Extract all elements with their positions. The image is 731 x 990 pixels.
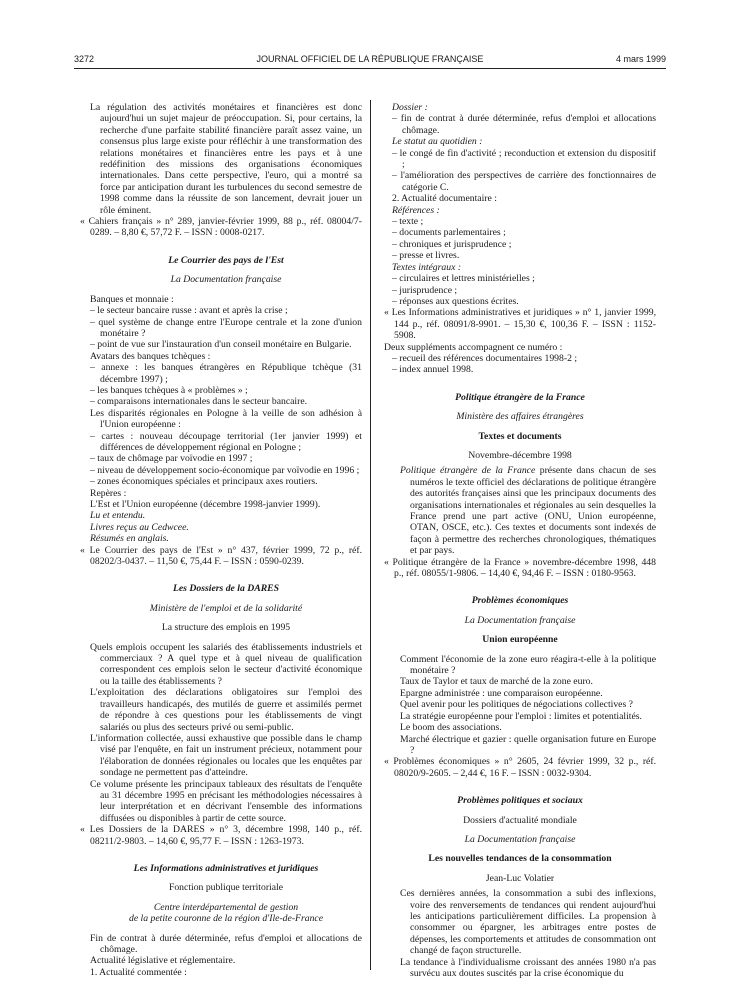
- list-item: Comment l'économie de la zone euro réagira-t-elle à la politique monétaire ?: [400, 653, 656, 677]
- list-item: – texte ;: [392, 216, 424, 228]
- subsection-title: Union européenne: [482, 634, 558, 646]
- list-item: Avatars des banques tchèques :: [90, 350, 211, 362]
- list-item: La stratégie européenne pour l'emploi : limites et potentialités.: [400, 710, 642, 722]
- statut-label: Le statut au quotidien :: [392, 136, 483, 148]
- list-item: – recueil des références documentaires 1998-2 ;: [392, 352, 578, 364]
- list-item: Actualité législative et réglementaire.: [90, 955, 236, 967]
- list-item: Repères :: [90, 487, 127, 499]
- page-header: [74, 54, 666, 68]
- list-item: – l'amélioration des perspectives de carrière des fonctionnaires de catégorie C.: [392, 170, 656, 193]
- article-title: Les nouvelles tendances de la consommation: [428, 853, 612, 865]
- section-title-problemes-politiques: Problèmes politiques et sociaux: [457, 795, 583, 807]
- list-item: – circulaires et lettres ministérielles ;: [392, 273, 535, 285]
- list-item: – presse et livres.: [392, 250, 460, 262]
- publisher-label: Ministère de l'emploi et de la solidarité: [149, 602, 303, 614]
- organisation-line: Centre interdépartemental de gestion: [153, 901, 299, 913]
- subsection-title: Dossiers d'actualité mondiale: [463, 814, 577, 826]
- body-paragraph: Ce volume présente les principaux tableaux des résultats de l'enquête au 31 décembre 1995 en précisant les méthodologies nécessaires à leur interprétation et en décrivant l'ensemble des informations diffusées ou disponibles à partir de cette source.: [90, 778, 362, 824]
- list-item: – point de vue sur l'instauration d'un conseil monétaire en Bulgarie.: [90, 339, 352, 351]
- column-divider: [370, 100, 371, 970]
- list-item: – niveau de développement socio-économique par voïvodie en 1996 ;: [90, 464, 360, 476]
- list-item: – quel système de change entre l'Europe centrale et la zone d'union monétaire ?: [90, 316, 362, 339]
- list-item: – le secteur bancaire russe : avant et après la crise ;: [90, 305, 288, 317]
- list-item: – jurisprudence ;: [392, 284, 458, 296]
- section-title-problemes-economiques: Problèmes économiques: [471, 595, 569, 607]
- dossier-label: Dossier :: [392, 102, 428, 113]
- list-item: – taux de chômage par voïvodie en 1997 ;: [90, 453, 253, 465]
- author-name: Jean-Luc Volatier: [485, 872, 555, 884]
- publisher-label: La Documentation française: [464, 833, 576, 845]
- right-column: [384, 102, 656, 979]
- textes-integraux-label: Textes intégraux :: [392, 261, 462, 273]
- list-item: 1. Actualité commentée :: [90, 966, 187, 978]
- list-item: Les disparités régionales en Pologne à la veille de son adhésion à l'Union européenne :: [90, 407, 362, 431]
- list-item: – index annuel 1998.: [392, 364, 474, 376]
- header-rule: [74, 68, 666, 69]
- subsection-title: La structure des emplois en 1995: [161, 622, 291, 634]
- body-paragraph: Quels emplois occupent les salariés des établissements industriels et commerciaux ? A quel type et à quel niveau de qualification correspondent ces emplois selon le secteur d'activité économique ou la taille des établissements ?: [90, 641, 362, 687]
- list-item: – chroniques et jurisprudence ;: [392, 238, 512, 250]
- courrier-est-contents: [90, 294, 362, 545]
- list-item: L'Est et l'Union européenne (décembre 1998-janvier 1999).: [90, 499, 321, 510]
- list-item: – réponses aux questions écrites.: [392, 295, 519, 307]
- section-title-dares: Les Dossiers de la DARES: [172, 583, 280, 595]
- reference-problemes-economiques: « Problèmes économiques » n° 2605, 24 février 1999, 32 p., réf. 08020/9-2605. – 2,44 €, 16 F. – ISSN : 0032-9304.: [384, 756, 656, 779]
- list-item: Fin de contrat à durée déterminée, refus d'emploi et allocations de chômage.: [90, 932, 362, 955]
- section-title-informations-admin: Les Informations administratives et juridiques: [133, 862, 319, 874]
- supplements-intro: Deux suppléments accompagnent ce numéro :: [384, 341, 563, 353]
- list-item: – cartes : nouveau découpage territorial (1er janvier 1999) et différences de développement régional en Pologne ;: [90, 430, 362, 453]
- list-item: Marché électrique et gazier : quelle organisation future en Europe ?: [400, 733, 656, 756]
- list-item: Banques et monnaie :: [90, 293, 174, 305]
- list-item: Epargne administrée : une comparaison européenne.: [400, 687, 603, 699]
- paragraph-text: présente dans chacun de ses numéros le texte officiel des déclarations de politique étrangère des autorités françaises ainsi que les principaux documents des organisations internationales et régionales au sein desquelles la France prend une part active (ONU, Union européenne, OTAN, OSCE, etc.). Ces textes et documents sont indexés de façon à permettre des recherches chronologiques, thématiques et par pays.: [410, 465, 656, 557]
- subsection-title: Fonction publique territoriale: [168, 882, 284, 894]
- body-paragraph: [384, 465, 656, 556]
- list-item: Résumés en anglais.: [90, 533, 169, 545]
- list-item: – les banques tchèques à « problèmes » ;: [90, 384, 248, 396]
- list-item: – fin de contrat à durée déterminée, refus d'emploi et allocations chômage.: [392, 113, 656, 136]
- list-item: Le boom des associations.: [400, 722, 502, 734]
- list-item: – zones économiques spéciales et principaux axes routiers.: [90, 476, 318, 488]
- publisher-label: La Documentation française: [464, 614, 576, 626]
- list-item: Taux de Taylor et taux de marché de la zone euro.: [400, 676, 593, 688]
- reference-cahiers-francais: « Cahiers français » n° 289, janvier-février 1999, 88 p., réf. 08004/7-0289. – 8,80 €, 57,72 F. – ISSN : 0008-0217.: [80, 216, 362, 239]
- body-paragraph: L'exploitation des déclarations obligatoires sur l'emploi des travailleurs handicapés, des mutilés de guerre et assimilés permet de répondre à ces questions pour les établissements de vingt salariés ou plus des secteurs privé ou semi-public.: [90, 687, 362, 733]
- body-paragraph: Ces dernières années, la consommation a subi des inflexions, voire des renversements de tendances qui rendent aujourd'hui les anticipations particulièrement difficiles. La propension à consommer ou épargner, les arbitrages entre postes de dépenses, les comportements et attitudes de consommation ont changé de façon structurelle.: [400, 888, 656, 957]
- publisher-label: Ministère des affaires étrangères: [456, 411, 584, 423]
- list-item: – le congé de fin d'activité ; reconduction et extension du dispositif ;: [392, 147, 656, 171]
- problemes-economiques-contents: [384, 654, 656, 757]
- section-title-courrier-est: Le Courrier des pays de l'Est: [168, 254, 284, 266]
- informations-admin-contents: [90, 933, 362, 979]
- list-item: – annexe : les banques étrangères en République tchèque (31 décembre 1997) ;: [90, 362, 362, 385]
- section-title-politique-etrangere: Politique étrangère de la France: [455, 391, 585, 403]
- reference-politique-etrangere: « Politique étrangère de la France » novembre-décembre 1998, 448 p., réf. 08055/1-9806. – 14,40 €, 94,46 F. – ISSN : 0180-9563.: [384, 556, 656, 580]
- list-item: – documents parlementaires ;: [392, 227, 506, 239]
- actualite-documentaire: 2. Actualité documentaire :: [392, 193, 497, 205]
- page-number: 3272: [74, 54, 95, 64]
- list-item: Livres reçus au Cedwcee.: [90, 521, 189, 533]
- issue-date: 4 mars 1999: [615, 54, 666, 64]
- subsection-title: Textes et documents: [478, 430, 562, 442]
- reference-informations-admin: « Les Informations administratives et juridiques » n° 1, janvier 1999, 144 p., réf. 08091/8-9901. – 15,30 €, 100,36 F. – ISSN : 1152-5908.: [384, 307, 656, 342]
- reference-courrier-est: « Le Courrier des pays de l'Est » n° 437, février 1999, 72 p., réf. 08202/3-0437. – 11,50 €, 75,44 F. – ISSN : 0590-0239.: [80, 544, 362, 568]
- intro-paragraph: La régulation des activités monétaires et financières est donc aujourd'hui un sujet majeur de préoccupation. Si, pour certains, la recherche d'une parfaite stabilité financière paraît assez vaine, un consensus plus large existe pour réfléchir à une transformation des relations monétaires et financières entre les pays et à une redéfinition des missions des organisations économiques internationales. Dans cette perspective, l'euro, qui a montré sa force par anticipation durant les turbulences du second semestre de 1998 comme dans la réussite de son lancement, devrait jouer un rôle éminent.: [90, 102, 362, 216]
- dares-paragraphs: [90, 642, 362, 825]
- list-item: Lu et entendu.: [90, 510, 146, 522]
- list-item: Quel avenir pour les politiques de négociations collectives ?: [400, 699, 633, 711]
- publisher-label: La Documentation française: [170, 274, 282, 286]
- references-label: Références :: [392, 204, 440, 216]
- issue-period: Novembre-décembre 1998: [468, 449, 572, 461]
- organisation-line: de la petite couronne de la région d'Ile-de-France: [128, 913, 324, 925]
- journal-title: JOURNAL OFFICIEL DE LA RÉPUBLIQUE FRANÇAISE: [256, 54, 484, 64]
- list-item: – comparaisons internationales dans le secteur bancaire.: [90, 396, 308, 408]
- reference-dares: « Les Dossiers de la DARES » n° 3, décembre 1998, 140 p., réf. 08211/2-9803. – 14,60 €, 95,77 F. – ISSN : 1263-1973.: [80, 824, 362, 847]
- left-column: [80, 102, 362, 978]
- body-paragraph: La tendance à l'individualisme croissant des années 1980 n'a pas survécu aux doutes suscités par la crise économique du: [400, 956, 656, 979]
- publication-name: Politique étrangère de la France: [400, 465, 536, 477]
- body-paragraph: L'information collectée, aussi exhaustive que possible dans le champ visé par l'enquête, en fait un instrument précieux, notamment pour l'élaboration de données régionales ou locales que les enquêtes par sondage ne permettent pas d'atteindre.: [90, 732, 362, 779]
